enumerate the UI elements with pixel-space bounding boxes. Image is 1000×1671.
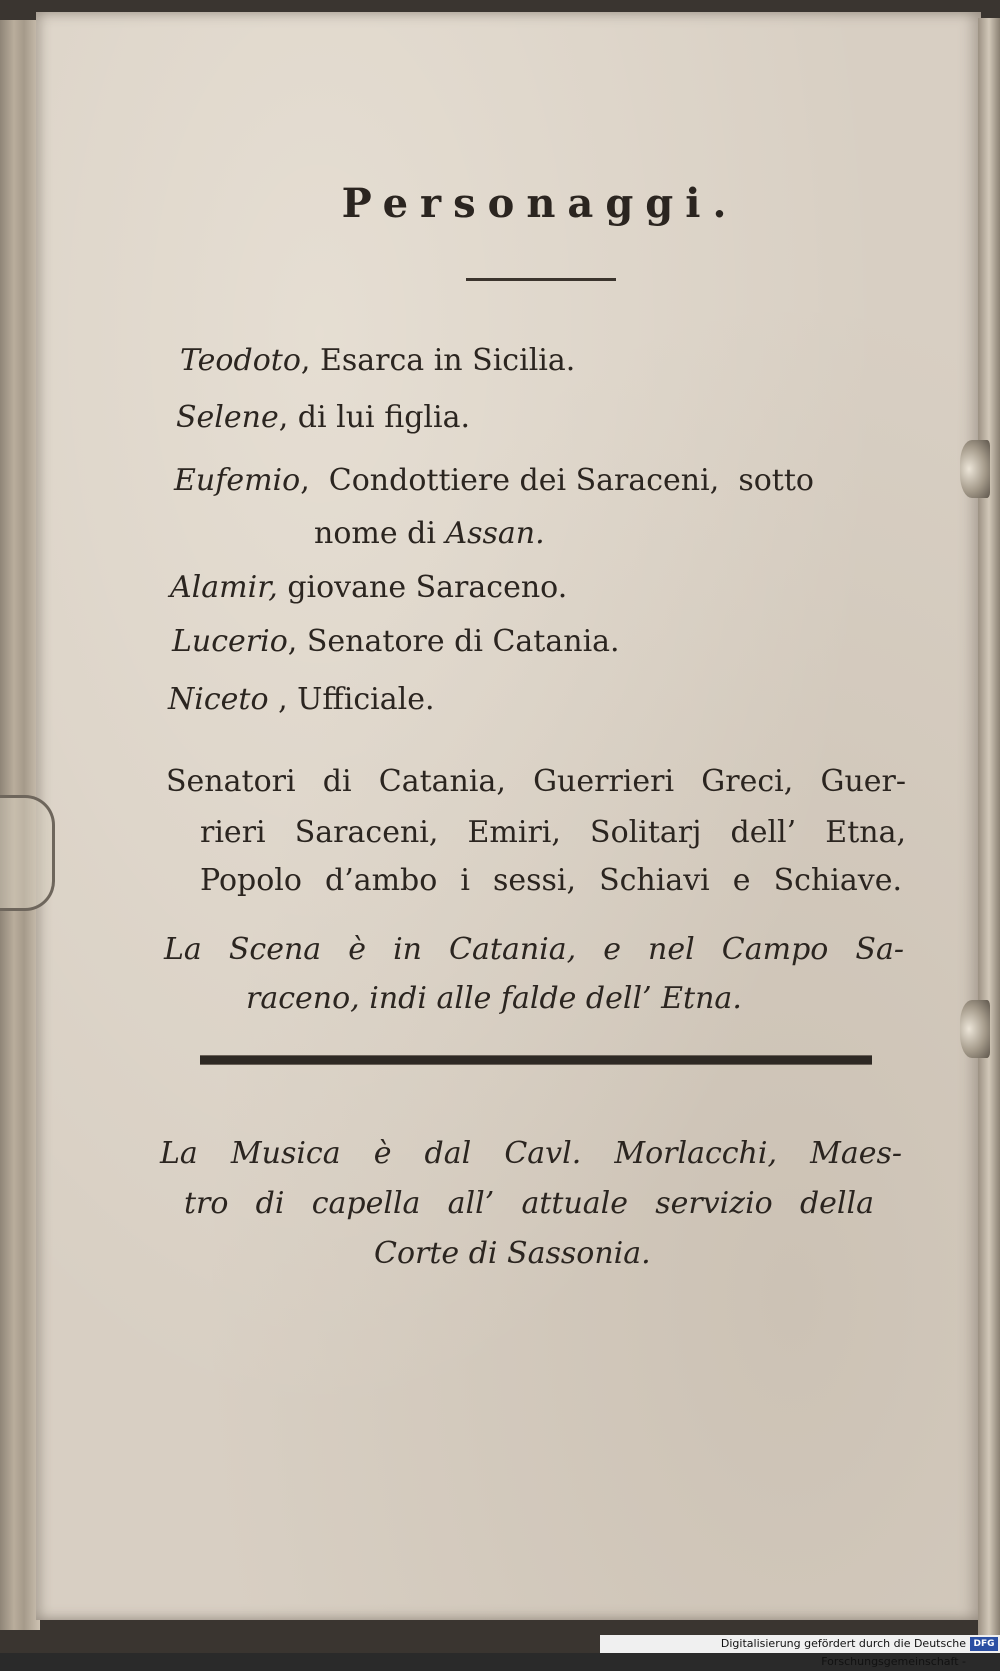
character-name: Niceto <box>168 682 269 717</box>
music-line: La Musica è dal Cavl. Morlacchi, Maes- <box>160 1136 902 1171</box>
character-line <box>170 570 567 606</box>
chorus-line: Senatori di Catania, Guerrieri Greci, Guer- <box>166 764 906 799</box>
character-name: Selene <box>176 400 279 435</box>
section-rule <box>200 1055 872 1065</box>
character-line <box>176 400 470 436</box>
character-line <box>168 682 435 718</box>
character-name: Eufemio <box>174 463 301 498</box>
page-tear-top <box>960 440 990 498</box>
character-desc: , Ufficiale. <box>268 682 435 717</box>
character-name: Lucerio <box>172 624 288 659</box>
chorus-line: rieri Saraceni, Emiri, Solitarj dell’ Etna, <box>200 815 906 850</box>
title-rule <box>466 278 616 281</box>
character-name: Assan. <box>445 516 545 551</box>
scene-line: raceno, indi alle falde dell’ Etna. <box>246 981 742 1016</box>
page-tear-bottom <box>960 1000 990 1058</box>
music-line: Corte di Sassonia. <box>374 1236 651 1271</box>
scene-line: La Scena è in Catania, e nel Campo Sa- <box>164 932 904 967</box>
character-desc: , Senatore di Catania. <box>287 624 620 659</box>
chorus-line: Popolo d’ambo i sessi, Schiavi e Schiave. <box>200 863 902 898</box>
character-desc: , Condottiere dei Saraceni, sotto <box>300 463 814 498</box>
book-right-edge <box>978 18 1000 1638</box>
dfg-logo: DFG <box>970 1637 998 1651</box>
character-desc: , di lui figlia. <box>278 400 471 435</box>
character-desc: giovane Saraceno. <box>277 570 568 605</box>
character-line <box>172 624 620 660</box>
character-line <box>314 516 545 552</box>
character-line <box>180 343 575 379</box>
character-desc: nome di <box>314 516 446 551</box>
page-clip <box>0 795 55 911</box>
character-desc: , Esarca in Sicilia. <box>300 343 576 378</box>
digitization-footer: Digitalisierung gefördert durch die Deutsche Forschungsgemeinschaft - <box>600 1635 1000 1653</box>
page-title: Personaggi. <box>341 180 739 227</box>
character-name: Teodoto <box>180 343 301 378</box>
music-line: tro di capella all’ attuale servizio della <box>184 1186 874 1221</box>
character-name: Alamir, <box>170 570 278 605</box>
character-line <box>174 463 914 499</box>
